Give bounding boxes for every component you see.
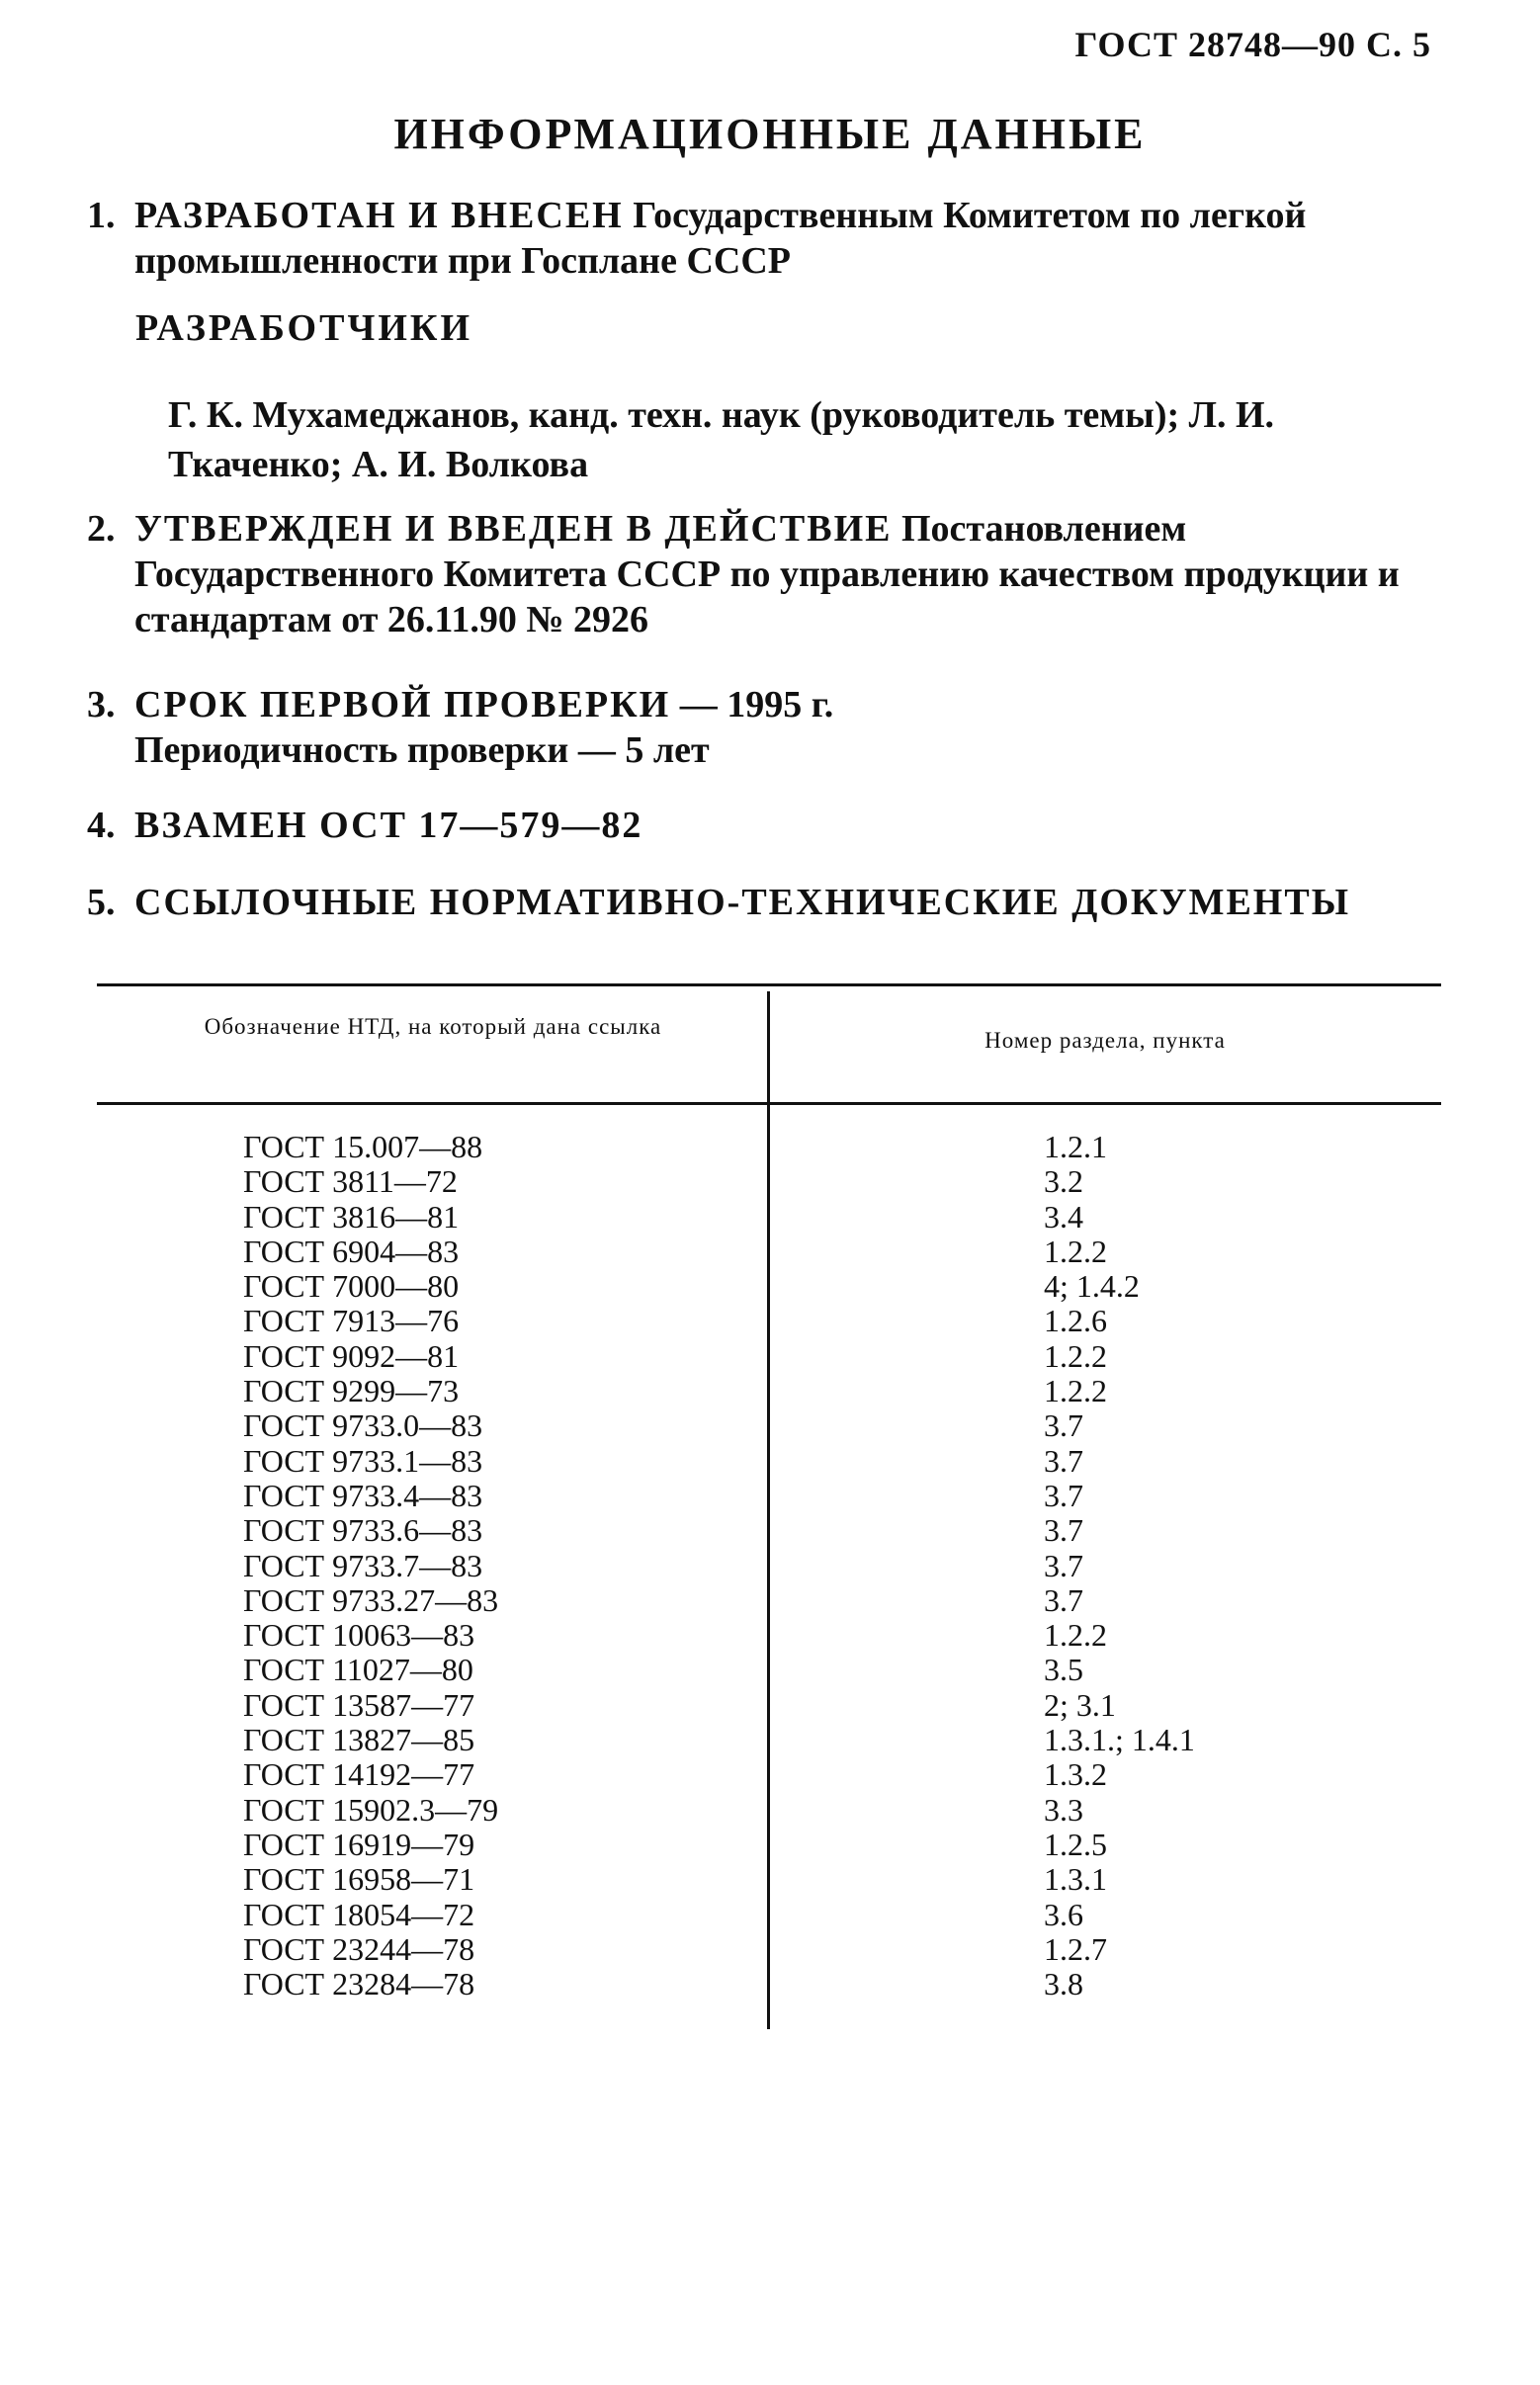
info-item-2 (87, 506, 1431, 642)
cell-section: 4; 1.4.2 (1044, 1268, 1140, 1305)
cell-document: ГОСТ 18054—72 (243, 1896, 475, 1932)
info-item-4 (87, 803, 1431, 848)
cell-section: 3.4 (1044, 1198, 1083, 1235)
table-row (97, 1304, 1441, 1338)
cell-section: 1.2.2 (1044, 1337, 1107, 1374)
cell-document: ГОСТ 9733.7—83 (243, 1547, 483, 1583)
item-number: 4. (87, 805, 116, 846)
table-body (97, 1130, 1441, 2002)
cell-document: ГОСТ 23244—78 (243, 1930, 475, 1967)
item-number: 3. (87, 684, 116, 725)
table-row (97, 1967, 1441, 2002)
cell-document: ГОСТ 9733.0—83 (243, 1407, 483, 1444)
cell-document: ГОСТ 9733.27—83 (243, 1581, 499, 1618)
table-row (97, 1618, 1441, 1653)
item-heading: СРОК ПЕРВОЙ ПРОВЕРКИ (134, 684, 671, 725)
table-row (97, 1757, 1441, 1792)
table-row (97, 1828, 1441, 1862)
cell-section: 3.8 (1044, 1966, 1083, 2002)
cell-document: ГОСТ 9733.6—83 (243, 1512, 483, 1549)
table-row (97, 1339, 1441, 1374)
cell-section: 2; 3.1 (1044, 1686, 1116, 1723)
item-number: 1. (87, 195, 116, 236)
column-header-section: Номер раздела, пункта (984, 1028, 1226, 1053)
table-row (97, 1688, 1441, 1723)
cell-section: 3.7 (1044, 1477, 1083, 1513)
item-number: 5. (87, 882, 116, 923)
info-item-5 (87, 880, 1431, 925)
cell-section: 3.3 (1044, 1791, 1083, 1828)
cell-document: ГОСТ 15902.3—79 (243, 1791, 499, 1828)
cell-section: 3.2 (1044, 1163, 1083, 1200)
cell-section: 1.3.2 (1044, 1756, 1107, 1793)
reference-table (97, 983, 1441, 2051)
cell-section: 1.3.1.; 1.4.1 (1044, 1722, 1195, 1758)
cell-document: ГОСТ 11027—80 (243, 1652, 473, 1688)
cell-document: ГОСТ 3816—81 (243, 1198, 460, 1235)
cell-section: 1.2.1 (1044, 1129, 1107, 1164)
cell-section: 3.5 (1044, 1652, 1083, 1688)
table-row (97, 1793, 1441, 1828)
info-item-1 (87, 193, 1431, 284)
page-title: ИНФОРМАЦИОННЫЕ ДАННЫЕ (393, 110, 1147, 158)
cell-document: ГОСТ 14192—77 (243, 1756, 475, 1793)
cell-section: 3.6 (1044, 1896, 1083, 1932)
cell-document: ГОСТ 10063—83 (243, 1617, 475, 1654)
cell-document: ГОСТ 7000—80 (243, 1268, 460, 1305)
cell-section: 3.7 (1044, 1547, 1083, 1583)
item-text: — 1995 г. (670, 684, 834, 725)
cell-section: 1.2.2 (1044, 1617, 1107, 1654)
table-top-rule (97, 983, 1441, 986)
cell-document: ГОСТ 9733.1—83 (243, 1442, 483, 1479)
cell-section: 3.7 (1044, 1581, 1083, 1618)
cell-section: 3.7 (1044, 1442, 1083, 1479)
cell-section: 1.2.2 (1044, 1233, 1107, 1269)
item-text: Постановлением Государственного Комитета СССР по управлению качеством продукции и стандартам от 26.11.90 № 2926 (134, 508, 1400, 640)
table-row (97, 1235, 1441, 1269)
table-row (97, 1583, 1441, 1618)
table-row (97, 1200, 1441, 1235)
item-text-line2: Периодичность проверки — 5 лет (134, 729, 710, 771)
cell-section: 1.2.2 (1044, 1373, 1107, 1409)
cell-section: 1.3.1 (1044, 1861, 1107, 1898)
table-header-rule (97, 1102, 1441, 1105)
cell-document: ГОСТ 15.007—88 (243, 1129, 483, 1164)
cell-document: ГОСТ 6904—83 (243, 1233, 460, 1269)
item-text: Государственным Комитетом по легкой промышленности при Госплане СССР (134, 195, 1307, 282)
cell-document: ГОСТ 16958—71 (243, 1861, 475, 1898)
table-row (97, 1444, 1441, 1479)
cell-document: ГОСТ 7913—76 (243, 1303, 460, 1339)
table-row (97, 1513, 1441, 1548)
table-row (97, 1164, 1441, 1199)
table-row (97, 1898, 1441, 1932)
table-row (97, 1723, 1441, 1757)
developers-heading: РАЗРАБОТЧИКИ (135, 307, 473, 349)
table-row (97, 1862, 1441, 1897)
table-row (97, 1479, 1441, 1513)
cell-document: ГОСТ 23284—78 (243, 1966, 475, 2002)
table-row (97, 1408, 1441, 1443)
table-row (97, 1269, 1441, 1304)
cell-document: ГОСТ 9299—73 (243, 1373, 460, 1409)
cell-document: ГОСТ 9733.4—83 (243, 1477, 483, 1513)
item-heading: ВЗАМЕН ОСТ 17—579—82 (134, 805, 643, 846)
cell-document: ГОСТ 9092—81 (243, 1337, 460, 1374)
table-row (97, 1653, 1441, 1687)
cell-section: 1.2.7 (1044, 1930, 1107, 1967)
table-row (97, 1549, 1441, 1583)
cell-document: ГОСТ 16919—79 (243, 1826, 475, 1862)
developers-list: Г. К. Мухамеджанов, канд. техн. наук (руководитель темы); Л. И. Ткаченко; А. И. Волкова (168, 394, 1274, 485)
cell-section: 3.7 (1044, 1407, 1083, 1444)
item-heading: ССЫЛОЧНЫЕ НОРМАТИВНО-ТЕХНИЧЕСКИЕ ДОКУМЕНТЫ (134, 882, 1351, 923)
item-heading: РАЗРАБОТАН И ВНЕСЕН (134, 195, 624, 236)
cell-section: 3.7 (1044, 1512, 1083, 1549)
table-row (97, 1374, 1441, 1408)
item-number: 2. (87, 508, 116, 550)
info-item-3 (87, 682, 1431, 773)
cell-section: 1.2.6 (1044, 1303, 1107, 1339)
page-header-code: ГОСТ 28748—90 С. 5 (1074, 25, 1431, 64)
column-header-document: Обозначение НТД, на который дана ссылка (204, 1014, 662, 1039)
cell-document: ГОСТ 13827—85 (243, 1722, 475, 1758)
cell-document: ГОСТ 3811—72 (243, 1163, 458, 1200)
cell-document: ГОСТ 13587—77 (243, 1686, 475, 1723)
table-row (97, 1130, 1441, 1164)
cell-section: 1.2.5 (1044, 1826, 1107, 1862)
item-heading: УТВЕРЖДЕН И ВВЕДЕН В ДЕЙСТВИЕ (134, 508, 893, 550)
table-row (97, 1932, 1441, 1967)
